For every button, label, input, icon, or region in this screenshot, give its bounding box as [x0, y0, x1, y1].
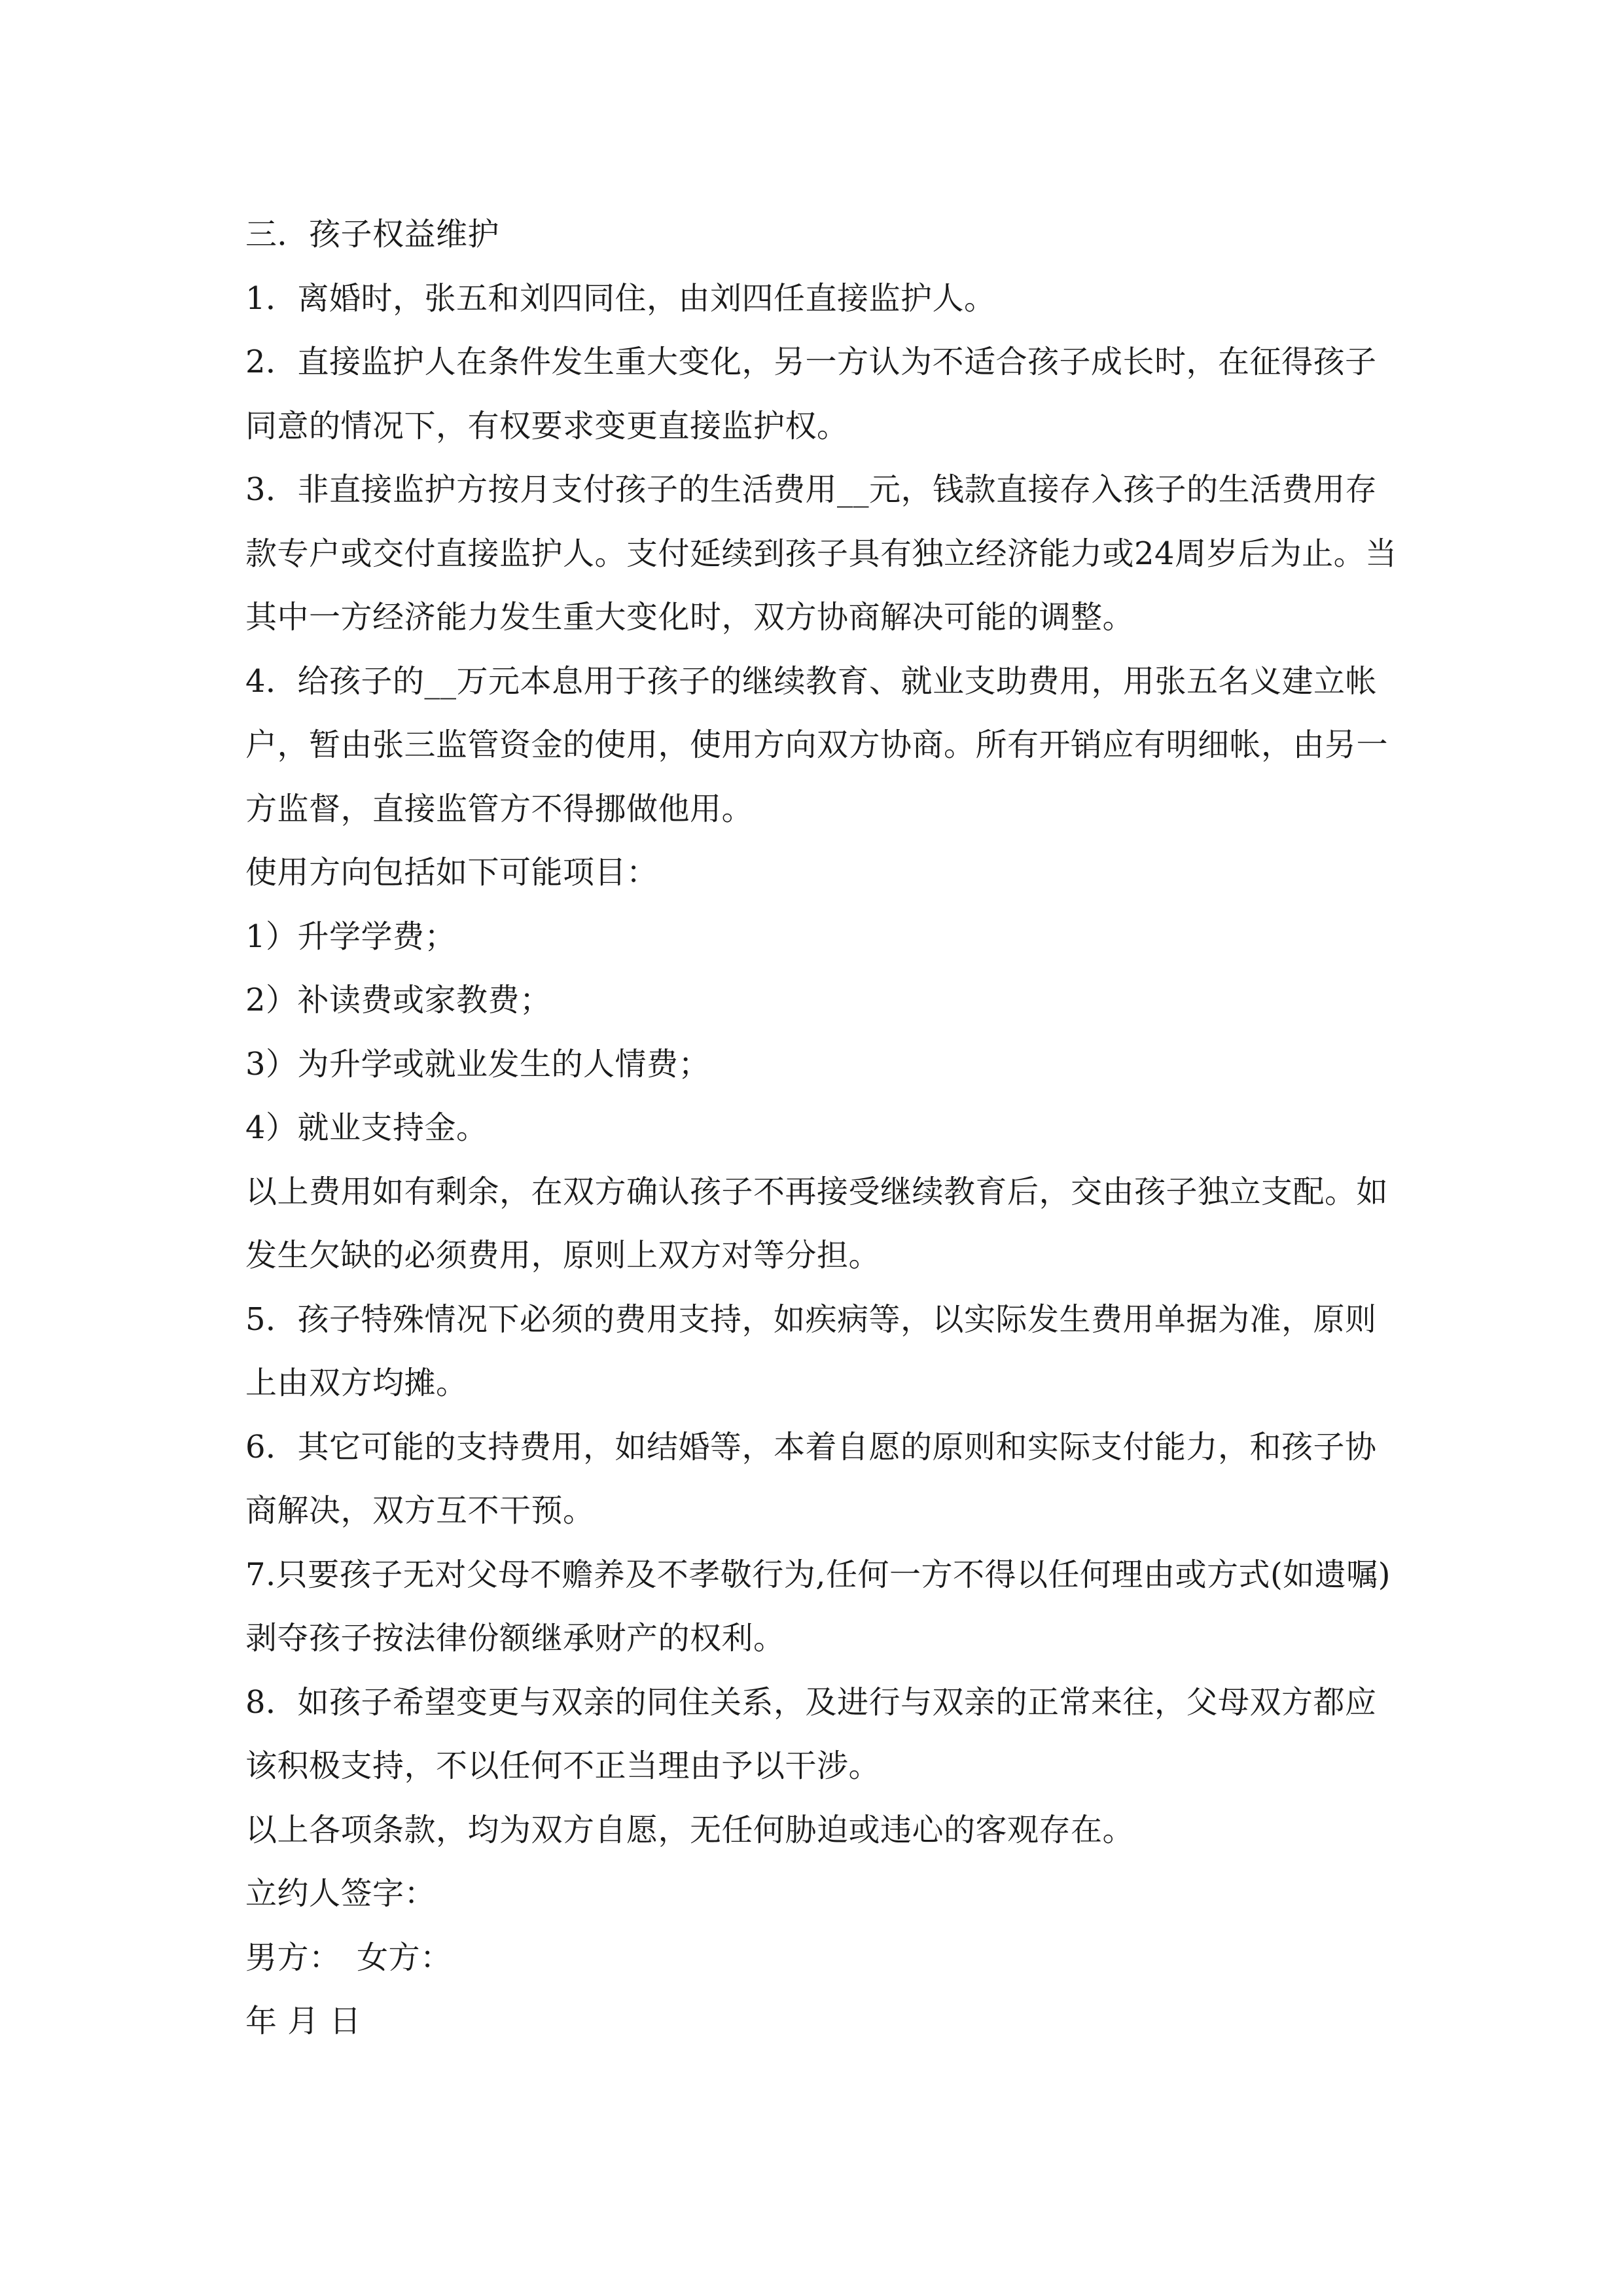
paragraph-clause-8: 8．如孩子希望变更与双亲的同住关系，及进行与双亲的正常来往，父母双方都应该积极支持，不以任何不正当理由予以干涉。	[245, 1683, 1377, 1784]
paragraph-clause-2: 2．直接监护人在条件发生重大变化，另一方认为不适合孩子成长时，在征得孩子同意的情况下，有权要求变更直接监护权。	[245, 344, 1377, 444]
list-item-tuition: 1）升学学费；	[245, 918, 457, 955]
signature-date: 年 月 日	[245, 2003, 362, 2039]
paragraph-clause-6: 6．其它可能的支持费用，如结婚等，本着自愿的原则和实际支付能力，和孩子协商解决，双方互不干预。	[245, 1428, 1377, 1529]
paragraph-voluntary-statement: 以上各项条款，均为双方自愿，无任何胁迫或违心的客观存在。	[245, 1811, 1135, 1848]
list-item-social-expenses: 3）为升学或就业发生的人情费；	[245, 1045, 711, 1083]
paragraph-clause-3: 3．非直接监护方按月支付孩子的生活费用__元，钱款直接存入孩子的生活费用存款专户或交付直接监护人。支付延续到孩子具有独立经济能力或24周岁后为止。当其中一方经济能力发生重大变化时，双方协商解决可能的调整。	[245, 471, 1397, 636]
document-body	[245, 203, 1404, 2054]
signature-label: 立约人签字：	[245, 1875, 437, 1912]
paragraph-clause-5: 5．孩子特殊情况下必须的费用支持，如疾病等，以实际发生费用单据为准，原则上由双方均摊。	[245, 1300, 1377, 1401]
paragraph-clause-4: 4．给孩子的__万元本息用于孩子的继续教育、就业支助费用，用张五名义建立帐户，暂由张三监管资金的使用，使用方向双方协商。所有开销应有明细帐，由另一方监督，直接监管方不得挪做他用。	[245, 662, 1389, 827]
signature-parties: 男方： 女方：	[245, 1939, 452, 1976]
paragraph-clause-7: 7.只要孩子无对父母不赡养及不孝敬行为,任何一方不得以任何理由或方式(如遗嘱)剥夺孩子按法律份额继承财产的权利。	[245, 1556, 1391, 1657]
section-title: 三．孩子权益维护	[245, 216, 500, 253]
paragraph-remaining-funds: 以上费用如有剩余，在双方确认孩子不再接受继续教育后，交由孩子独立支配。如发生欠缺的必须费用，原则上双方对等分担。	[245, 1173, 1389, 1274]
list-item-tutoring: 2）补读费或家教费；	[245, 982, 552, 1018]
paragraph-usage-intro: 使用方向包括如下可能项目：	[245, 854, 658, 891]
paragraph-clause-1: 1．离婚时，张五和刘四同住，由刘四任直接监护人。	[245, 279, 996, 317]
list-item-employment-fund: 4）就业支持金。	[245, 1109, 488, 1146]
